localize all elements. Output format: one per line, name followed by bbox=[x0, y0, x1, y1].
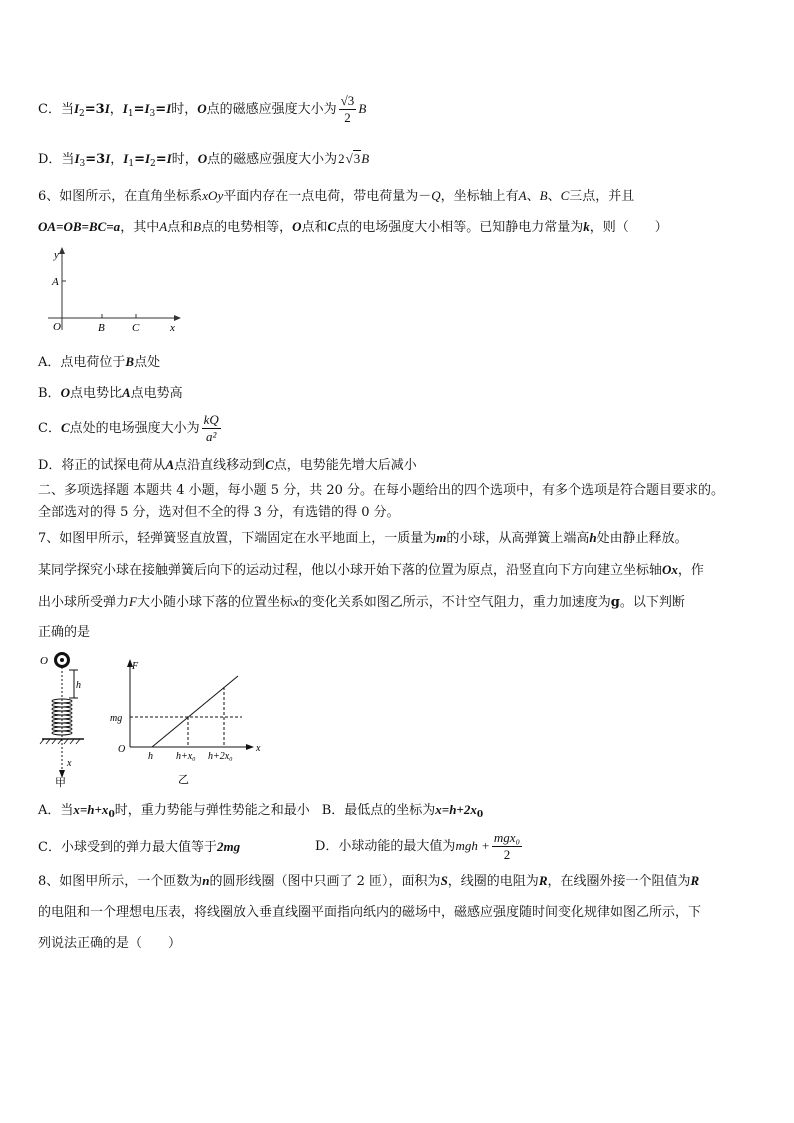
text: 点的磁感应强度大小为 bbox=[207, 152, 338, 167]
force-symbol: F bbox=[129, 594, 137, 609]
text: 7、如图甲所示，轻弹簧竖直放置，下端固定在水平地面上，一质量为 bbox=[38, 531, 437, 546]
subscript: 3 bbox=[79, 159, 86, 169]
q7-figure-spring bbox=[38, 648, 98, 788]
h-plus-x0-label: h+x₀ bbox=[176, 751, 196, 762]
text: ，则（ ） bbox=[589, 220, 668, 235]
text: ，在线圈外接一个阻值为 bbox=[547, 874, 691, 889]
current-symbol: I bbox=[123, 151, 129, 166]
q7-stem-line1 bbox=[38, 529, 688, 548]
text: 的圆形线圈（图中只画了 2 匝），面积为 bbox=[209, 874, 441, 889]
numerator: kQ bbox=[203, 412, 219, 427]
coordinate-system: xOy bbox=[202, 188, 224, 203]
equation-text: x=h+2x bbox=[435, 802, 477, 817]
q6-option-a bbox=[38, 353, 160, 372]
separator: ， bbox=[110, 152, 124, 167]
q7-option-c bbox=[38, 838, 240, 857]
q7-stem-line3 bbox=[38, 593, 685, 612]
option-label: D．当 bbox=[38, 152, 75, 167]
subscript: 1 bbox=[128, 159, 135, 169]
q6-stem-line2 bbox=[38, 218, 668, 237]
point-symbol: B bbox=[125, 354, 135, 369]
subscript: 1 bbox=[127, 109, 134, 119]
equation-text: OA=OB=BC=a bbox=[38, 219, 121, 234]
text: 点处 bbox=[134, 355, 161, 370]
field-symbol: B bbox=[361, 151, 370, 166]
fraction bbox=[202, 412, 221, 445]
text: 点沿直线移动到 bbox=[174, 458, 266, 473]
label-c: C bbox=[132, 322, 140, 334]
numerator: √3 bbox=[340, 93, 355, 108]
y-axis-arrow bbox=[59, 247, 65, 254]
point-symbol: O bbox=[60, 385, 70, 400]
current-symbol: I bbox=[74, 151, 80, 166]
point-symbol: O bbox=[292, 219, 302, 234]
option-5c bbox=[38, 93, 366, 126]
h-plus-2x0-label: h+2x₀ bbox=[208, 751, 233, 762]
point-symbol: C bbox=[265, 457, 274, 472]
separator: ， bbox=[109, 102, 123, 117]
subscript: 2 bbox=[79, 109, 85, 119]
equation-text: =3 bbox=[84, 102, 105, 117]
equation-text: mgh + bbox=[455, 838, 490, 853]
gravity-symbol: g bbox=[610, 595, 620, 610]
subscript: 0 bbox=[108, 810, 115, 820]
option-label: C．当 bbox=[38, 102, 74, 117]
mass-symbol: m bbox=[436, 530, 447, 545]
origin-label: O bbox=[40, 655, 48, 667]
text: 出小球所受弹力 bbox=[38, 595, 130, 610]
current-symbol: I bbox=[105, 151, 111, 166]
f-label: F bbox=[132, 661, 139, 672]
h-label: h bbox=[148, 751, 153, 762]
q6-option-d bbox=[38, 456, 417, 475]
current-symbol: I bbox=[144, 151, 151, 166]
current-symbol: I bbox=[73, 101, 80, 116]
force-line bbox=[152, 676, 238, 747]
mg-label: mg bbox=[110, 713, 123, 724]
q7-stem-line2 bbox=[38, 561, 704, 580]
q6-option-c bbox=[38, 412, 223, 445]
ball-center bbox=[60, 658, 64, 662]
turns-symbol: n bbox=[202, 873, 210, 888]
point-symbol: C bbox=[327, 219, 337, 234]
label-b: B bbox=[98, 322, 105, 334]
text: 、 bbox=[526, 189, 540, 204]
q7-stem-line4: 正确的是 bbox=[38, 625, 91, 640]
equation-text: 2mg bbox=[216, 839, 241, 854]
resistance-symbol: R bbox=[538, 873, 548, 888]
point-symbol: C bbox=[560, 188, 570, 203]
option-5d bbox=[38, 150, 369, 169]
origin-label: O bbox=[118, 744, 126, 755]
text: 时， bbox=[171, 102, 198, 117]
field-symbol: B bbox=[358, 101, 367, 116]
figure-caption-yi: 乙 bbox=[178, 774, 189, 786]
x-axis-arrow bbox=[246, 744, 254, 750]
constant-symbol: k bbox=[583, 219, 590, 234]
subscript: 2 bbox=[150, 159, 156, 169]
text: 、 bbox=[547, 189, 561, 204]
text: A．点电荷位于 bbox=[38, 355, 126, 370]
text: ，作 bbox=[677, 563, 704, 578]
section2-heading-line1: 二、多项选择题 本题共 4 小题，每小题 5 分，共 20 分。在每小题给出的四个选项中，有多个选项是符合题目要求的。 bbox=[38, 483, 725, 498]
numerator: mgx₀ bbox=[493, 830, 521, 845]
text: 点的磁感应强度大小为 bbox=[206, 102, 337, 117]
x-axis-arrow bbox=[174, 315, 181, 321]
current-symbol: I bbox=[166, 101, 172, 116]
x-label: x bbox=[256, 743, 261, 754]
radicand: 3 bbox=[353, 151, 361, 166]
point-symbol: A bbox=[165, 457, 175, 472]
text: C． bbox=[38, 421, 61, 436]
subscript: 0 bbox=[476, 810, 484, 820]
sqrt-expression: √3 bbox=[345, 151, 361, 166]
q7-options-ab bbox=[38, 801, 483, 820]
text: 点电势高 bbox=[130, 386, 183, 401]
text: 的变化关系如图乙所示，不计空气阻力，重力加速度为 bbox=[298, 595, 611, 610]
fraction bbox=[492, 830, 522, 863]
x-label: x bbox=[170, 322, 175, 334]
denominator: a² bbox=[206, 429, 217, 444]
text: 点和 bbox=[167, 220, 194, 235]
text: 点处的电场强度大小为 bbox=[69, 421, 200, 436]
point-symbol: A bbox=[121, 385, 131, 400]
text: D．小球动能的最大值为 bbox=[315, 839, 456, 854]
current-symbol: I bbox=[122, 101, 128, 116]
text: 的小球，从高弹簧上端高 bbox=[446, 531, 590, 546]
text: B．最低点的坐标为 bbox=[321, 803, 436, 818]
position-symbol: x bbox=[292, 594, 299, 609]
equation-text: x=h+x bbox=[73, 802, 109, 817]
denominator: 2 bbox=[503, 847, 511, 862]
text: ，其中 bbox=[120, 220, 160, 235]
text: 。以下判断 bbox=[619, 595, 685, 610]
subscript: 3 bbox=[149, 109, 156, 119]
text: ，坐标轴上有 bbox=[440, 189, 519, 204]
label-a: A bbox=[52, 276, 59, 288]
coefficient: 2 bbox=[338, 151, 345, 166]
point-symbol: A bbox=[518, 188, 527, 203]
q6-stem-line1 bbox=[38, 187, 634, 206]
section2-heading-line2: 全部选对的得 5 分，选对但不全的得 3 分，有选错的得 0 分。 bbox=[38, 505, 400, 520]
y-label: y bbox=[54, 249, 59, 261]
text: A．当 bbox=[38, 803, 74, 818]
equation-text: = bbox=[133, 102, 145, 117]
q8-stem-line3: 列说法正确的是（ ） bbox=[38, 936, 182, 951]
q8-stem-line1 bbox=[38, 872, 699, 891]
text: 大小随小球下落的位置坐标 bbox=[136, 595, 293, 610]
equation-text: = bbox=[134, 152, 145, 167]
equation-text: =3 bbox=[85, 152, 106, 167]
point-symbol: B bbox=[193, 219, 202, 234]
current-symbol: I bbox=[144, 101, 150, 116]
text: 点的电场强度大小相等。已知静电力常量为 bbox=[336, 220, 584, 235]
text: 时， bbox=[171, 152, 198, 167]
point-symbol: O bbox=[197, 151, 208, 166]
resistance-symbol: R bbox=[690, 873, 700, 888]
figure-caption-jia: 甲 bbox=[55, 777, 66, 788]
point-symbol: O bbox=[197, 101, 207, 116]
area-symbol: S bbox=[440, 873, 448, 888]
q7-option-d bbox=[315, 830, 524, 863]
text: 平面内存在一点电荷，带电荷量为－ bbox=[223, 189, 432, 204]
equation-text: = bbox=[155, 102, 167, 117]
text: ，线圈的电阻为 bbox=[447, 874, 539, 889]
point-symbol: C bbox=[60, 420, 70, 435]
text: 6、如图所示，在直角坐标系 bbox=[38, 189, 203, 204]
text: 8、如图甲所示，一个匝数为 bbox=[38, 874, 203, 889]
text: D．将正的试探电荷从 bbox=[38, 458, 166, 473]
text: B． bbox=[38, 386, 61, 401]
q7-figure-graph bbox=[108, 655, 268, 790]
h-label: h bbox=[76, 680, 81, 691]
point-symbol: A bbox=[159, 219, 168, 234]
label-o: O bbox=[53, 321, 61, 333]
q6-coordinate-figure bbox=[40, 244, 200, 338]
text: 三点，并且 bbox=[569, 189, 635, 204]
text: 点，电势能先增大后减小 bbox=[273, 458, 417, 473]
point-symbol: B bbox=[539, 188, 548, 203]
equation-text: = bbox=[155, 152, 167, 167]
current-symbol: I bbox=[104, 101, 110, 116]
text: 点的电势相等， bbox=[201, 220, 293, 235]
text: C．小球受到的弹力最大值等于 bbox=[38, 840, 217, 855]
axis-symbol: Ox bbox=[662, 562, 678, 577]
x-label: x bbox=[67, 758, 72, 769]
current-symbol: I bbox=[166, 151, 172, 166]
fraction bbox=[339, 93, 357, 126]
height-symbol: h bbox=[589, 530, 597, 545]
charge-symbol: Q bbox=[431, 188, 441, 203]
q8-stem-line2: 的电阻和一个理想电压表，将线圈放入垂直线圈平面指向纸内的磁场中，磁感应强度随时间变化规律如图乙所示，下 bbox=[38, 905, 702, 920]
denominator: 2 bbox=[344, 110, 351, 125]
text: 点电势比 bbox=[69, 386, 122, 401]
text: 处由静止释放。 bbox=[596, 531, 688, 546]
text: 时，重力势能与弹性势能之和最小 bbox=[114, 803, 310, 818]
q6-option-b bbox=[38, 384, 183, 403]
text: 点和 bbox=[301, 220, 328, 235]
text: 某同学探究小球在接触弹簧后向下的运动过程，他以小球开始下落的位置为原点，沿竖直向下方向建立坐标轴 bbox=[38, 563, 663, 578]
